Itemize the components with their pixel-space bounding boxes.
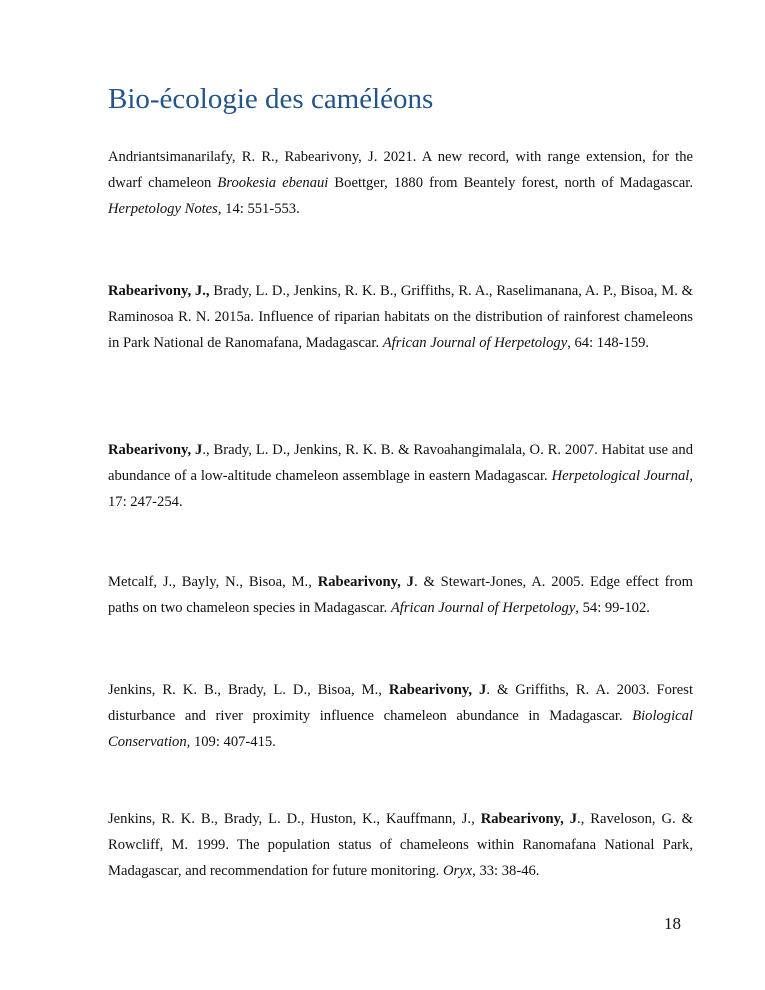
ref-author-highlight: Rabearivony, J: [388, 682, 487, 698]
ref-author-highlight: Rabearivony, J: [317, 574, 414, 590]
reference-2: [108, 278, 693, 356]
reference-5: [108, 677, 693, 755]
ref-body: Brady, L. D., Jenkins, R. K. B., Griffiths, R. A., Raselimanana, A. P., Bisoa, M. & Raminosoa R. N. 2015a. Influence of riparian habitats on the distribution of rainforest chameleons in Park National de Ranomafana, Madagascar.: [108, 283, 693, 351]
reference-6: [108, 806, 693, 884]
ref-volume-pages: , 64: 148-159.: [567, 335, 650, 351]
ref-journal: Herpetology Notes,: [108, 201, 222, 217]
ref-body: . & Griffiths, R. A. 2003. Forest disturbance and river proximity influence chameleon abundance in Madagascar.: [108, 682, 693, 724]
ref-volume-pages: 109: 407-415.: [190, 734, 276, 750]
ref-body: Andriantsimanarilafy, R. R., Rabearivony, J. 2021. A new record, with range extension, for the dwarf chameleon: [108, 149, 693, 191]
ref-body: ., Brady, L. D., Jenkins, R. K. B. & Ravoahangimalala, O. R. 2007. Habitat use and abundance of a low-altitude chameleon assemblage in eastern Madagascar.: [108, 442, 693, 484]
ref-body-cont: Boettger, 1880 from Beantely forest, north of Madagascar.: [328, 175, 693, 191]
ref-journal: African Journal of Herpetology: [390, 600, 576, 616]
reference-3: [108, 437, 693, 515]
ref-volume-pages: 14: 551-553.: [221, 201, 300, 217]
ref-body: ., Raveloson, G. & Rowcliff, M. 1999. The population status of chameleons within Ranomafana National Park, Madagascar, and recommendation for future monitoring.: [108, 811, 693, 879]
page-title: Bio-écologie des caméléons: [108, 83, 434, 115]
ref-journal: Biological Conservation,: [108, 708, 693, 750]
ref-author-lead: Jenkins, R. K. B., Brady, L. D., Huston, K., Kauffmann, J.,: [108, 811, 481, 827]
ref-volume-pages: , 33: 38-46.: [472, 863, 540, 879]
ref-body: . & Stewart-Jones, A. 2005. Edge effect from paths on two chameleon species in Madagascar.: [108, 574, 693, 616]
ref-author-highlight: Rabearivony, J: [108, 442, 203, 458]
reference-1: [108, 144, 693, 222]
ref-journal: Oryx: [442, 863, 473, 879]
ref-author-highlight: Rabearivony, J: [480, 811, 578, 827]
ref-journal: African Journal of Herpetology: [382, 335, 568, 351]
ref-volume-pages: , 17: 247-254.: [108, 468, 694, 510]
ref-journal: Herpetological Journal: [551, 468, 690, 484]
ref-author-lead: Jenkins, R. K. B., Brady, L. D., Bisoa, M.,: [108, 682, 389, 698]
page-number: 18: [664, 914, 681, 933]
ref-species: Brookesia ebenaui: [217, 175, 329, 191]
ref-volume-pages: , 54: 99-102.: [575, 600, 650, 616]
reference-4: [108, 569, 693, 621]
ref-author-lead: Metcalf, J., Bayly, N., Bisoa, M.,: [108, 574, 318, 590]
ref-author-highlight: Rabearivony, J.,: [108, 283, 210, 299]
